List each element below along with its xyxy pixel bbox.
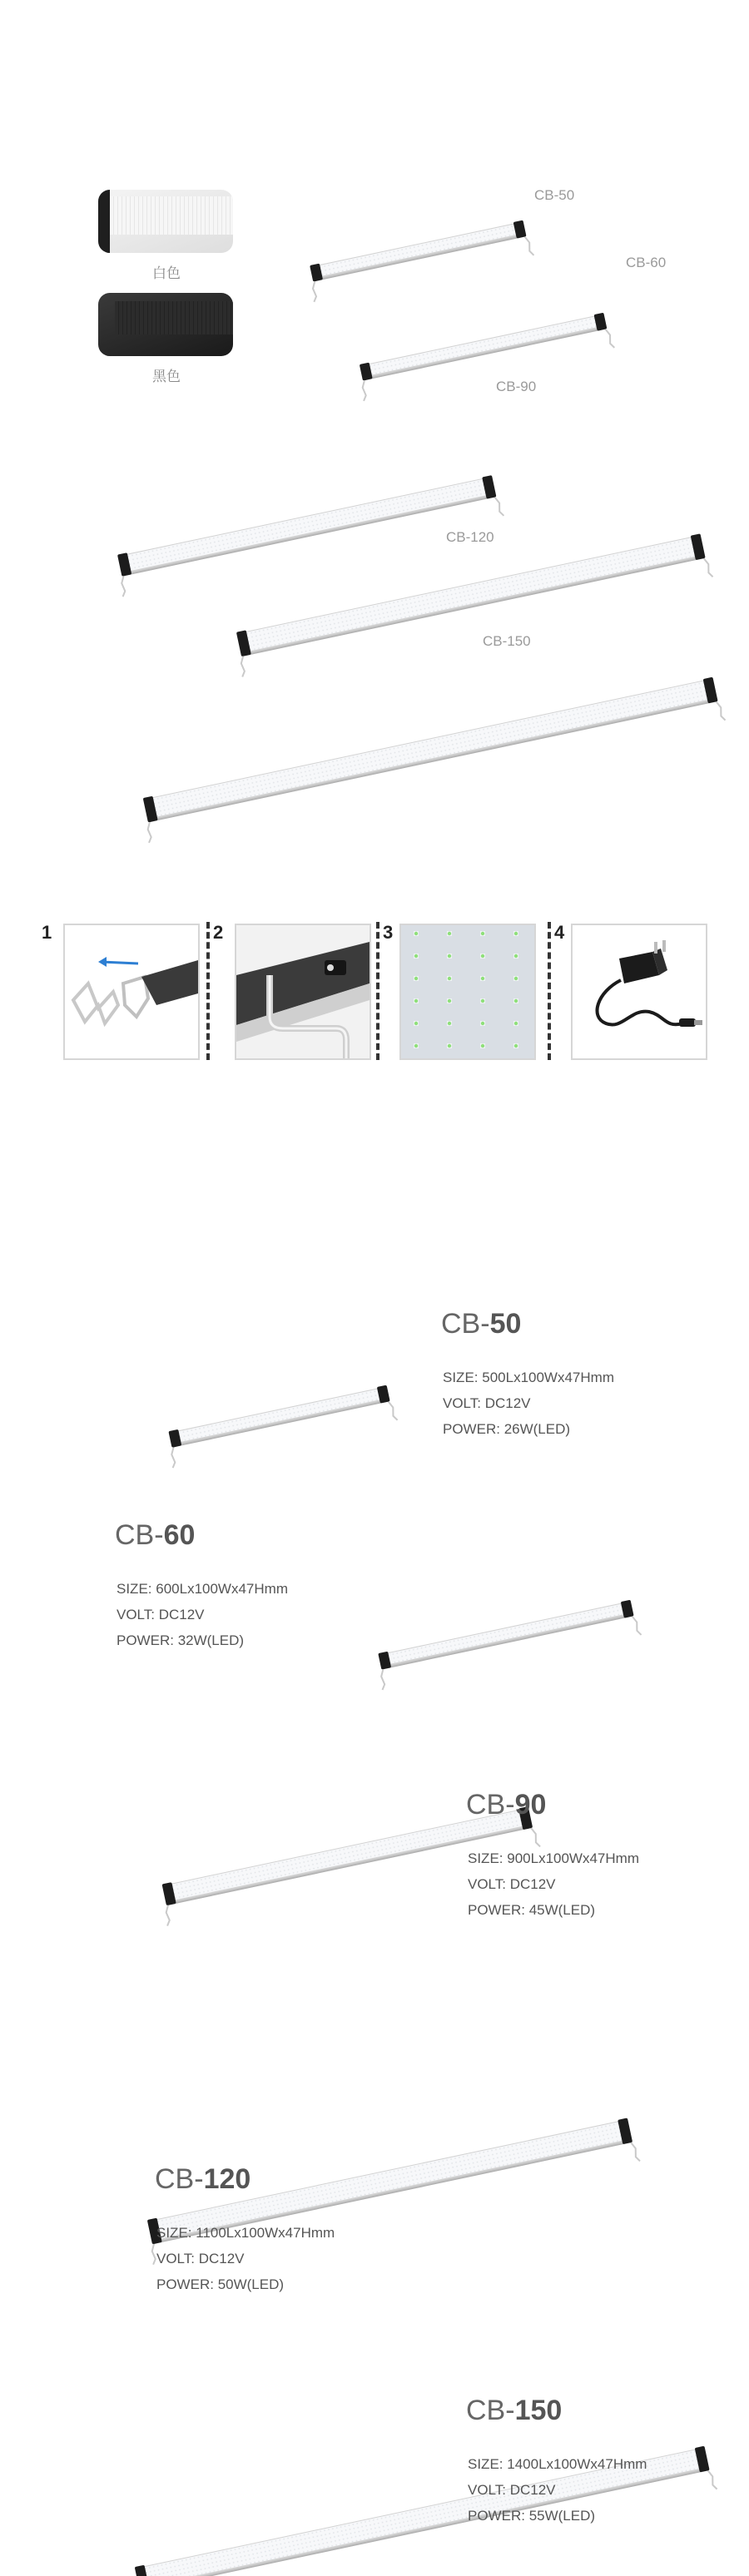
led-grid-icon — [401, 925, 534, 1058]
overview-label-cb50: CB-50 — [534, 187, 575, 203]
model-specs-cb60: SIZE: 600Lx100Wx47Hmm VOLT: DC12V POWER: 32W(LED) — [117, 1581, 288, 1648]
model-title-cb150: CB-150 — [466, 2395, 563, 2426]
step-number-4: 4 — [554, 922, 565, 943]
power-adapter-icon — [573, 925, 706, 1058]
feature-led-panel — [399, 924, 536, 1060]
step-divider — [376, 922, 379, 1060]
overview-light-cb120 — [215, 531, 689, 639]
model-light-cb50 — [158, 1383, 383, 1441]
light-bar-icon — [300, 218, 524, 276]
step-divider — [548, 922, 551, 1060]
model-specs-cb50: SIZE: 500Lx100Wx47Hmm VOLT: DC12V POWER: 26W(LED) — [443, 1370, 614, 1437]
overview-light-cb60 — [348, 310, 598, 369]
overview-label-cb150: CB-150 — [483, 633, 531, 649]
overview-light-cb150 — [117, 674, 699, 807]
model-light-cb90 — [145, 1804, 519, 1895]
model-title-cb50: CB-50 — [441, 1308, 522, 1340]
white-color-swatch — [98, 190, 233, 253]
white-color-label: 白色 — [152, 265, 181, 281]
model-specs-cb120: SIZE: 1100Lx100Wx47Hmm VOLT: DC12V POWER: 50W(LED) — [156, 2225, 335, 2292]
overview-light-cb50 — [300, 218, 524, 276]
feature-switch-panel — [235, 924, 371, 1060]
overview-label-cb120: CB-120 — [446, 529, 494, 545]
model-specs-cb150: SIZE: 1400Lx100Wx47Hmm VOLT: DC12V POWER: 55W(LED) — [468, 2456, 647, 2524]
overview-label-cb60: CB-60 — [626, 255, 667, 270]
feature-bracket-panel — [63, 924, 200, 1060]
model-light-cb60 — [366, 1598, 624, 1664]
model-title-cb120: CB-120 — [155, 2163, 251, 2195]
step-divider — [206, 922, 210, 1060]
model-title-cb60: CB-60 — [115, 1519, 196, 1551]
light-bar-icon — [366, 1598, 624, 1664]
feature-adapter-panel — [571, 924, 707, 1060]
black-color-swatch — [98, 293, 233, 356]
step-number-3: 3 — [383, 922, 394, 943]
step-number-2: 2 — [213, 922, 224, 943]
light-bar-icon — [145, 1804, 519, 1895]
step-number-1: 1 — [42, 922, 52, 943]
light-bar-icon — [158, 1383, 383, 1441]
light-bar-icon — [215, 531, 689, 639]
bracket-icon — [65, 925, 198, 1058]
model-specs-cb90: SIZE: 900Lx100Wx47Hmm VOLT: DC12V POWER: 45W(LED) — [468, 1850, 639, 1918]
black-color-label: 黑色 — [152, 369, 181, 384]
switch-icon — [236, 925, 370, 1058]
overview-label-cb90: CB-90 — [496, 379, 537, 394]
light-bar-icon — [348, 310, 598, 369]
light-bar-icon — [117, 674, 699, 807]
model-title-cb90: CB-90 — [466, 1789, 547, 1821]
